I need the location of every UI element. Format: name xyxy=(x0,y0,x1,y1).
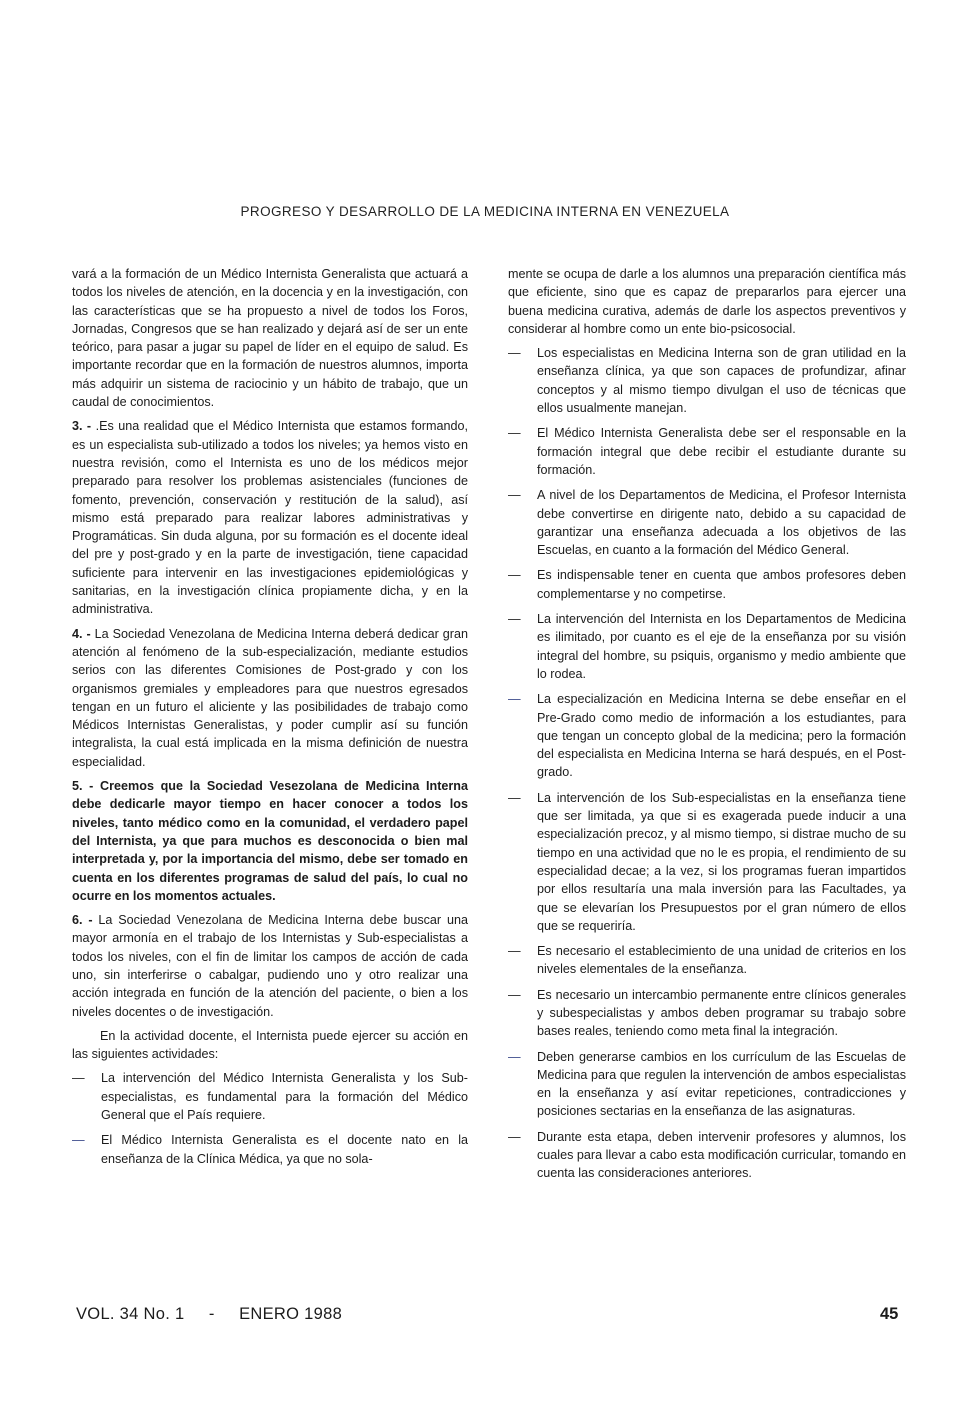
em-dash-bullet: — xyxy=(508,692,521,707)
list-item xyxy=(508,690,906,781)
list-item xyxy=(508,424,906,479)
em-dash-bullet: — xyxy=(508,1049,521,1064)
paragraph-3 xyxy=(72,417,468,618)
right-column xyxy=(508,265,906,1190)
em-dash-bullet: — xyxy=(72,1133,85,1148)
paragraph-text: La Sociedad Venezolana de Medicina Interna deberá dedicar gran atención al fenómeno de la sub-especialización, mediante estudios serios con las diferentes Comisiones de Post-grado y con los organismos gremiales y empleadores para que nuestros egresados tengan en un futuro el aliciente y las posibilidades de trabajo como Médicos Internistas Generalistas, y poder cumplir así su función integralista, la cual está implicada en la misma definición de nuestra especialidad. xyxy=(72,626,469,769)
footer-volume: VOL. 34 No. 1 xyxy=(76,1305,185,1323)
list-item xyxy=(508,789,906,935)
paragraph-4 xyxy=(72,625,468,771)
paragraph-text: Creemos que la Sociedad Vesezolana de Medicina Interna debe dedicarle mayor tiempo en hacer conocer a todos los niveles, tanto médico como en la comunidad, el verdadero papel del Internista, ya que para muchos es desconocida o bien mal interpretada y, por la importancia del mismo, debe ser tomado en cuenta en los diferentes programas de salud del país, lo cual no ocurre en los momentos actuales. xyxy=(72,779,468,903)
list-item-text: Durante esta etapa, deben intervenir profesores y alumnos, los cuales para llevar a cabo esta modificación curricular, tomando en cuenta las consideraciones anteriores. xyxy=(537,1129,906,1181)
em-dash-bullet: — xyxy=(72,1071,85,1086)
paragraph-6 xyxy=(72,911,468,1021)
em-dash-bullet: — xyxy=(508,944,521,959)
em-dash-bullet: — xyxy=(508,488,521,503)
em-dash-bullet: — xyxy=(508,612,521,627)
list-item-text: Es indispensable tener en cuenta que ambos profesores deben complementarse y no competirse. xyxy=(537,568,906,601)
list-item-text: La intervención del Médico Internista Generalista y los Sub-especialistas, es fundamental para la formación del Médico General que el País requiere. xyxy=(101,1071,468,1123)
paragraph-text: La Sociedad Venezolana de Medicina Interna debe buscar una mayor armonía en el trabajo de los Internistas y Sub-especialistas a todos los niveles, con el fin de limitar los campos de acción de cada uno, sin interferirse o cabalgar, pudiendo uno y otro realizar una acción integrada en función de la atención del paciente, o bien a los niveles docentes o de investigación. xyxy=(72,913,468,1019)
paragraph-number: 5. - xyxy=(72,779,94,794)
list-item xyxy=(508,942,906,979)
paragraph-number: 6. - xyxy=(72,913,93,928)
em-dash-bullet: — xyxy=(508,568,521,583)
em-dash-bullet: — xyxy=(508,426,521,441)
list-item-text: Es necesario un intercambio permanente entre clínicos generales y subespecialistas y ambos deben programar su trabajo sobre bases reales, teniendo como meta final la integración. xyxy=(537,987,906,1039)
list-item-text: La especialización en Medicina Interna se debe enseñar en el Pre-Grado como medio de información a los estudiantes, para que tengan un concepto global de la medicina; pero la formación del especialista en Medicina Interna se hará después, en el Post-grado. xyxy=(537,692,906,780)
em-dash-bullet: — xyxy=(508,346,521,361)
list-item xyxy=(508,1128,906,1183)
footer-separator: - xyxy=(208,1305,215,1323)
list-item xyxy=(508,344,906,417)
continuation-paragraph: mente se ocupa de darle a los alumnos una preparación científica más que eficiente, sino que es capaz de prepararlos para ejercer una buena medicina curativa, además de darle los aspectos preventivos y considerar al hombre como un ente bio-psicosocial. xyxy=(508,267,906,336)
paragraph-number: 3. - xyxy=(72,419,92,434)
list-item xyxy=(508,566,906,603)
list-item xyxy=(508,486,906,559)
list-item-text: Es necesario el establecimiento de una unidad de criterios en los niveles elementales de la enseñanza. xyxy=(537,944,906,977)
list-item-text: Deben generarse cambios en los currículum de las Escuelas de Medicina para que regulen la intervención de ambos especialistas en la enseñanza y así evitar repeticiones, contradicciones y posiciones sectarias en la enseñanza de las asignaturas. xyxy=(537,1049,906,1119)
list-item xyxy=(508,986,906,1041)
list-item xyxy=(508,610,906,683)
paragraph-number: 4. - xyxy=(72,626,91,641)
list-item-text: Los especialistas en Medicina Interna son de gran utilidad en la enseñanza clínica, ya que son capaces de profundizar, afinar conceptos y al mismo tiempo divulgan el uso de técnicas que ellos usualmente manejan. xyxy=(537,346,906,416)
list-item-text: La intervención de los Sub-especialistas en la enseñanza tiene que ser limitada, ya que si es exagerada puede inducir a una especialización precoz, y al mismo tiempo, si distrae mucho de su tiempo en una actividad que no le es propia, el rendimiento de su especialidad decae; a la vez, si los programas fueran impartidos por ellos resultaría una mala inversión para las Facultades, ya que se elevarían los Presupuestos por el gran número de ellos que se requeriría. xyxy=(537,790,906,933)
paragraph-text: .Es una realidad que el Médico Internista que estamos formando, es un especialista sub-utilizado a todos los niveles; ya hemos visto en nuestra revisión, como el Internista es uno de los médicos mejor preparado para resolver los problemas asistenciales (funciones de fomento, prevención, conservación y restitución de la salud), así mismo está preparado para realizar labores administrativas y Programáticas. Sin duda alguna, por su formación es el docente ideal del pre y post-grado y en la parte de investigación, tiene capacidad suficiente para intervenir en las investigaciones epidemiológicas y sanitarias, en la investigación clínica propiamente dicha, y en la administrativa. xyxy=(72,419,468,617)
em-dash-bullet: — xyxy=(508,987,521,1002)
paragraph-5 xyxy=(72,777,468,905)
continuation-paragraph: vará a la formación de un Médico Internista Generalista que actuará a todos los niveles de atención, en la docencia y en la investigación, con las características que se ha propuesto a nivel de todos los Foros, Jornadas, Congresos que se han realizado y dejará así de ser un ente teórico, para pasar a jugar su papel de líder en el equipo de salud. Es importante recordar que en la formación de nuestros alumnos, importa más adquirir un sistema de raciocinio y un hábito de trabajo, que un caudal de conocimientos. xyxy=(72,267,468,410)
list-item xyxy=(72,1131,468,1168)
list-item xyxy=(508,1048,906,1121)
em-dash-bullet: — xyxy=(508,1129,521,1144)
footer-citation xyxy=(76,1305,342,1324)
left-column xyxy=(72,265,468,1175)
list-item xyxy=(72,1069,468,1124)
list-item-text: El Médico Internista Generalista debe ser el responsable en la formación integral que debe recibir el estudiante durante su formación. xyxy=(537,426,906,477)
list-item-text: El Médico Internista Generalista es el docente nato en la enseñanza de la Clínica Médica, ya que no sola- xyxy=(101,1133,468,1166)
paragraph-7: En la actividad docente, el Internista puede ejercer su acción en las siguientes actividades: xyxy=(72,1028,468,1062)
page-number: 45 xyxy=(880,1305,899,1323)
list-item-text: La intervención del Internista en los Departamentos de Medicina es ilimitado, por cuanto es el eje de la enseñanza por su visión integral del hombre, su psiquis, organismo y medio ambiente que lo rodea. xyxy=(537,612,906,681)
running-head: PROGRESO Y DESARROLLO DE LA MEDICINA INTERNA EN VENEZUELA xyxy=(240,204,730,219)
em-dash-bullet: — xyxy=(508,790,521,805)
list-item-text: A nivel de los Departamentos de Medicina, el Profesor Internista debe convertirse en dirigente nato, debido a su capacidad de garantizar una enseñanza adecuada a los objetivos de las Escuelas, en cuanto a la formación del Médico General. xyxy=(537,488,906,558)
footer-date: ENERO 1988 xyxy=(239,1305,343,1323)
